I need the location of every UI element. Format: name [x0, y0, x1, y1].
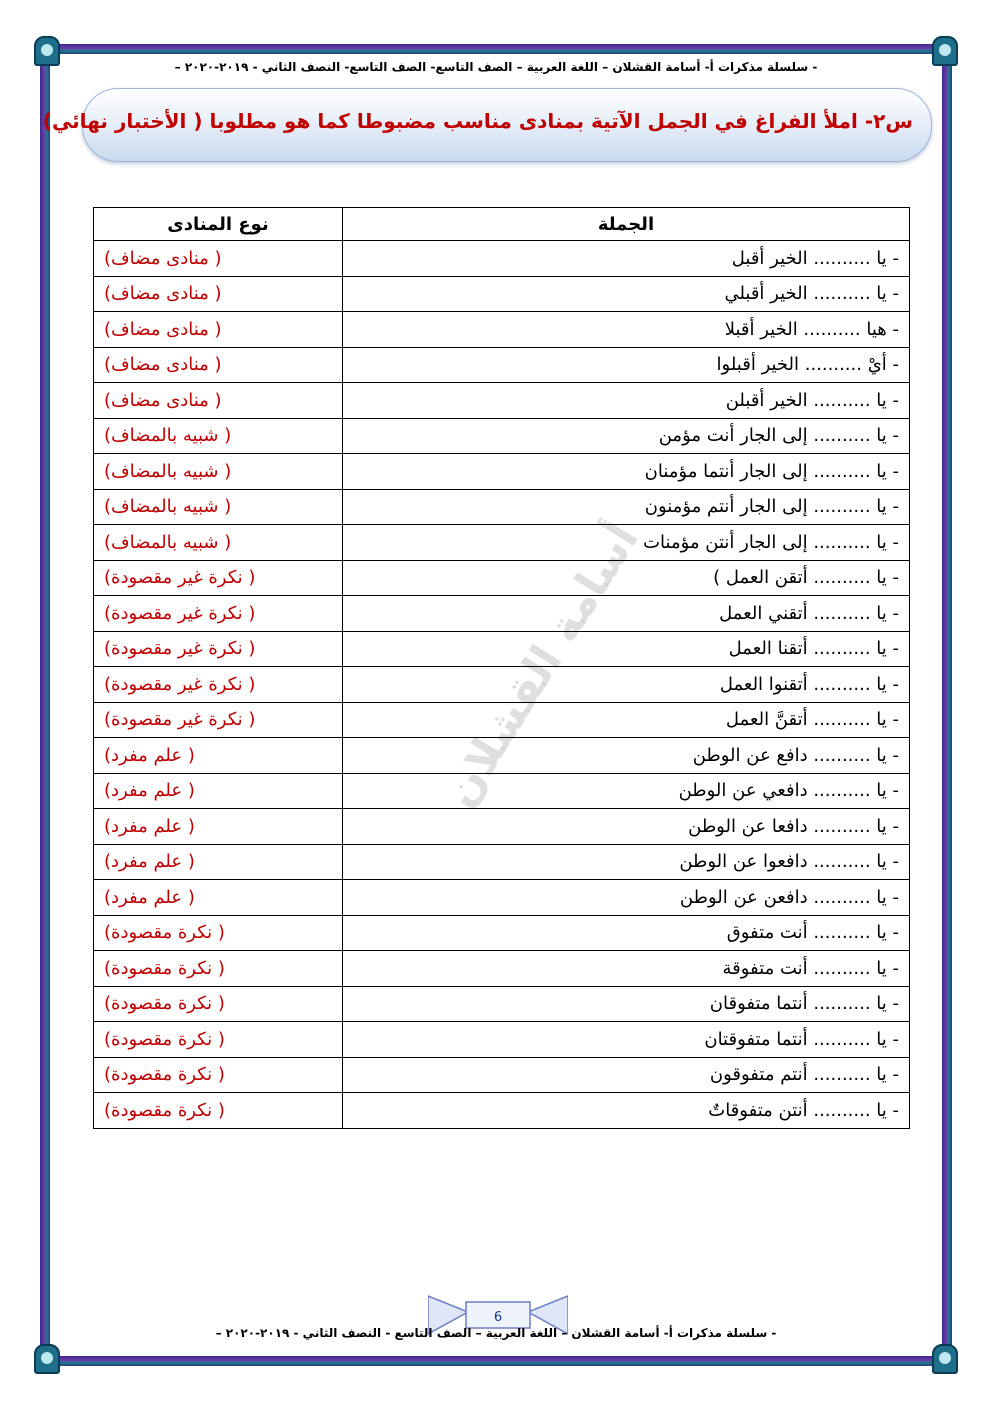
page-border-top: [40, 44, 952, 54]
sentence-cell: - يا .......... أتقنا العمل: [343, 631, 910, 667]
vocative-type-cell: ( منادى مضاف): [94, 347, 343, 383]
sentence-cell: - يا .......... أتقن العمل ): [343, 560, 910, 596]
sentence-cell: - يا .......... أتقني العمل: [343, 596, 910, 632]
sentence-cell: - يا .......... أتقنوا العمل: [343, 667, 910, 703]
vocative-type-cell: ( نكرة مقصودة): [94, 1093, 343, 1129]
vocative-type-cell: ( نكرة غير مقصودة): [94, 667, 343, 703]
vocative-type-cell: ( نكرة مقصودة): [94, 986, 343, 1022]
vocative-table: [93, 207, 910, 1129]
vocative-type-cell: ( منادى مضاف): [94, 383, 343, 419]
running-header: - سلسلة مذكرات أ- أسامة القشلان – اللغة العربية – الصف التاسع- الصف التاسع- النصف الثاني - ٢٠١٩-٢٠٢٠ –: [174, 60, 818, 74]
sentence-cell: - يا .......... أنتما متفوقتان: [343, 1022, 910, 1058]
vocative-type-cell: ( شبيه بالمضاف): [94, 489, 343, 525]
table-row: [94, 951, 910, 987]
table-row: [94, 667, 910, 703]
sentence-cell: - أيْ .......... الخير أقبلوا: [343, 347, 910, 383]
sentence-cell: - يا .......... أنتن متفوقاتٌ: [343, 1093, 910, 1129]
vocative-type-cell: ( نكرة غير مقصودة): [94, 560, 343, 596]
sentence-cell: - يا .......... دافعا عن الوطن: [343, 809, 910, 845]
table-row: [94, 1022, 910, 1058]
sentence-cell: - يا .......... الخير أقبلن: [343, 383, 910, 419]
sentence-cell: - يا .......... أنتم متفوقون: [343, 1057, 910, 1093]
vocative-type-cell: ( نكرة مقصودة): [94, 1022, 343, 1058]
column-header-type: نوع المنادى: [94, 208, 343, 241]
table-row: [94, 809, 910, 845]
table-row: [94, 312, 910, 348]
sentence-cell: - يا .......... دافع عن الوطن: [343, 738, 910, 774]
sentence-cell: - يا .......... أنت متفوقة: [343, 951, 910, 987]
corner-ornament-icon: [34, 36, 60, 66]
table-row: [94, 525, 910, 561]
page-border-left: [40, 44, 50, 1366]
vocative-type-cell: ( علم مفرد): [94, 880, 343, 916]
page-number: 6: [493, 1310, 503, 1325]
sentence-cell: - يا .......... إلى الجار أنتن مؤمنات: [343, 525, 910, 561]
table-row: [94, 276, 910, 312]
table-row: [94, 418, 910, 454]
vocative-type-cell: ( شبيه بالمضاف): [94, 525, 343, 561]
vocative-type-cell: ( منادى مضاف): [94, 241, 343, 277]
table-row: [94, 738, 910, 774]
table-row: [94, 383, 910, 419]
table-row: [94, 773, 910, 809]
vocative-type-cell: ( نكرة مقصودة): [94, 915, 343, 951]
vocative-type-cell: ( منادى مضاف): [94, 312, 343, 348]
vocative-type-cell: ( شبيه بالمضاف): [94, 418, 343, 454]
sentence-cell: - يا .......... الخير أقبل: [343, 241, 910, 277]
sentence-cell: - يا .......... إلى الجار أنت مؤمن: [343, 418, 910, 454]
table-row: [94, 560, 910, 596]
corner-ornament-icon: [932, 1344, 958, 1374]
table-row: [94, 986, 910, 1022]
sentence-cell: - يا .......... دافعن عن الوطن: [343, 880, 910, 916]
table-row: [94, 241, 910, 277]
running-footer: - سلسلة مذكرات أ- أسامة القشلان – اللغة العربية – الصف التاسع - النصف الثاني - ٢٠١٩-٢٠٢٠ –: [215, 1326, 777, 1340]
question-banner: [42, 88, 932, 162]
vocative-type-cell: ( شبيه بالمضاف): [94, 454, 343, 490]
corner-ornament-icon: [932, 36, 958, 66]
sentence-cell: - يا .......... دافعوا عن الوطن: [343, 844, 910, 880]
corner-ornament-icon: [34, 1344, 60, 1374]
sentence-cell: - يا .......... إلى الجار أنتما مؤمنان: [343, 454, 910, 490]
watermark-text: أسامة القشلان: [434, 514, 649, 817]
table-row: [94, 844, 910, 880]
column-header-sentence: الجملة: [343, 208, 910, 241]
vocative-type-cell: ( نكرة غير مقصودة): [94, 596, 343, 632]
sentence-cell: - هيا .......... الخير أقبلا: [343, 312, 910, 348]
table-header-row: [94, 208, 910, 241]
vocative-type-cell: ( علم مفرد): [94, 738, 343, 774]
table-row: [94, 596, 910, 632]
sentence-cell: - يا .......... أنت متفوق: [343, 915, 910, 951]
sentence-cell: - يا .......... إلى الجار أنتم مؤمنون: [343, 489, 910, 525]
vocative-type-cell: ( نكرة غير مقصودة): [94, 702, 343, 738]
vocative-type-cell: ( نكرة مقصودة): [94, 951, 343, 987]
vocative-type-cell: ( نكرة غير مقصودة): [94, 631, 343, 667]
table-body: [94, 241, 910, 1129]
vocative-type-cell: ( علم مفرد): [94, 844, 343, 880]
table-row: [94, 1093, 910, 1129]
table-row: [94, 915, 910, 951]
vocative-type-cell: ( علم مفرد): [94, 809, 343, 845]
sentence-cell: - يا .......... دافعي عن الوطن: [343, 773, 910, 809]
table-row: [94, 631, 910, 667]
vocative-type-cell: ( منادى مضاف): [94, 276, 343, 312]
table-row: [94, 454, 910, 490]
vocative-type-cell: ( نكرة مقصودة): [94, 1057, 343, 1093]
vocative-type-cell: ( علم مفرد): [94, 773, 343, 809]
table-row: [94, 347, 910, 383]
page-border-right: [942, 44, 952, 1366]
table-row: [94, 489, 910, 525]
table-row: [94, 1057, 910, 1093]
sentence-cell: - يا .......... الخير أقبلي: [343, 276, 910, 312]
sentence-cell: - يا .......... أتقنَّ العمل: [343, 702, 910, 738]
table-row: [94, 702, 910, 738]
sentence-cell: - يا .......... أنتما متفوقان: [343, 986, 910, 1022]
table-row: [94, 880, 910, 916]
page-border-bottom: [40, 1356, 952, 1366]
question-text: س٢- املأ الفراغ في الجمل الآتية بمنادى مناسب مضبوطا كما هو مطلوبا ( الأختبار نهائي): [42, 109, 913, 133]
